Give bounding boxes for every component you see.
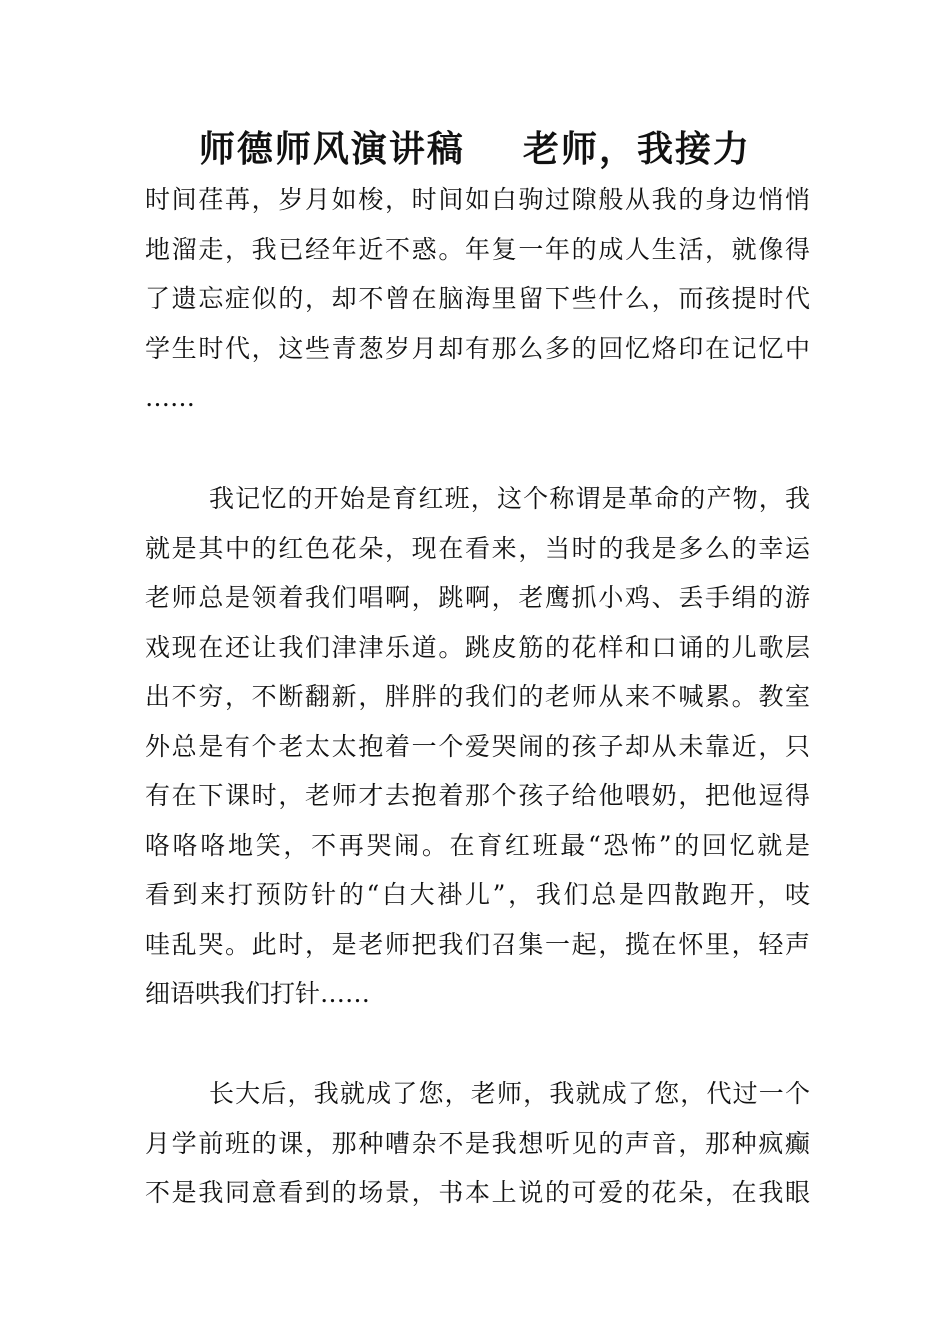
paragraph-line: 长大后，我就成了您，老师，我就成了您，代过一个 — [209, 1079, 810, 1108]
paragraph-line: 戏现在还让我们津津乐道。跳皮筋的花样和口诵的儿歌层 — [145, 632, 810, 662]
paragraph-line: 咯咯咯地笑，不再哭闹。在育红班最“恐怖”的回忆就是 — [145, 830, 810, 860]
paragraph-1 — [145, 175, 810, 423]
paragraph-line: 出不穷，不断翻新，胖胖的我们的老师从来不喊累。教室 — [145, 682, 810, 711]
paragraph-line: 就是其中的红色花朵，现在看来，当时的我是多么的幸运 — [145, 533, 810, 563]
paragraph-line: 地溜走，我已经年近不惑。年复一年的成人生活，就像得 — [145, 234, 810, 264]
document-title: 师德师风演讲稿 老师，我接力 — [198, 129, 752, 170]
paragraph-line: 看到来打预防针的“白大褂儿”，我们总是四散跑开，吱 — [145, 880, 810, 909]
paragraph-line: 有在下课时，老师才去抱着那个孩子给他喂奶，把他逗得 — [145, 781, 810, 810]
paragraph-line: 时间荏苒，岁月如梭，时间如白驹过隙般从我的身边悄悄 — [145, 185, 810, 214]
paragraph-line: 不是我同意看到的场景，书本上说的可爱的花朵，在我眼 — [145, 1178, 810, 1207]
paragraph-line: 我记忆的开始是育红班，这个称谓是革命的产物，我 — [209, 484, 810, 513]
paragraph-2 — [145, 474, 810, 1019]
paragraph-line: 老师总是领着我们唱啊，跳啊，老鹰抓小鸡、丢手绢的游 — [145, 583, 810, 612]
paragraph-line: …… — [145, 383, 195, 412]
paragraph-line: 月学前班的课，那种嘈杂不是我想听见的声音，那种疯癫 — [145, 1128, 810, 1158]
paragraph-line: 学生时代，这些青葱岁月却有那么多的回忆烙印在记忆中 — [145, 333, 810, 363]
paragraph-line: 哇乱哭。此时，是老师把我们召集一起，揽在怀里，轻声 — [145, 929, 810, 959]
paragraph-line: 了遗忘症似的，却不曾在脑海里留下些什么，而孩提时代 — [145, 284, 810, 313]
paragraph-line: 外总是有个老太太抱着一个爱哭闹的孩子却从未靠近，只 — [145, 731, 810, 761]
paragraph-3 — [145, 1069, 810, 1218]
paragraph-line: 细语哄我们打针…… — [145, 979, 371, 1008]
